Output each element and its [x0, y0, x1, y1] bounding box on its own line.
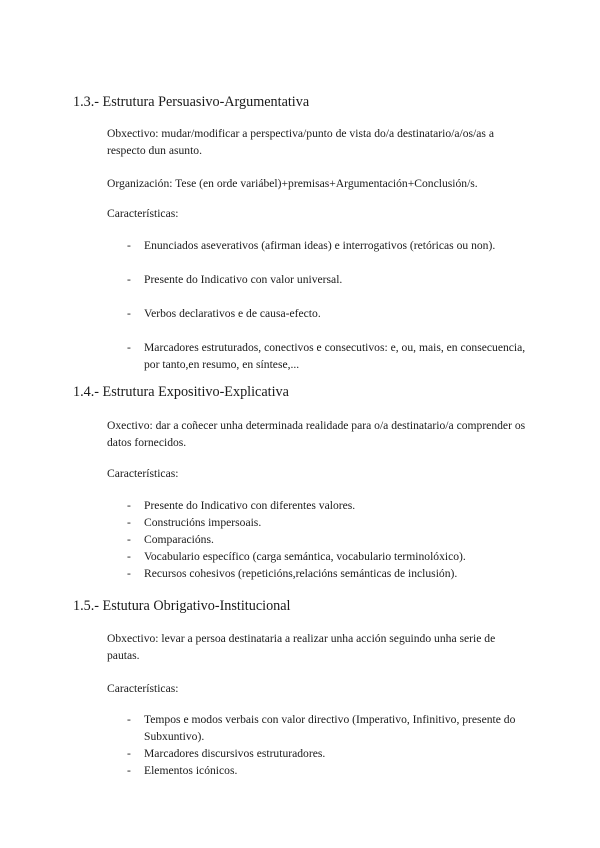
list-item — [107, 711, 527, 745]
list-item — [107, 762, 527, 779]
list-item-text: Verbos declarativos e de causa-efecto. — [144, 307, 321, 320]
list-item — [107, 305, 527, 322]
bullet-dash: - — [127, 567, 131, 580]
section-1-3-heading: 1.3.- Estrutura Persuasivo-Argumentativa — [73, 94, 310, 110]
list-item-text: Enunciados aseverativos (afirman ideas) e interrogativos (retóricas ou non). — [144, 239, 496, 252]
bullet-dash: - — [127, 764, 131, 777]
list-item-text: Marcadores discursivos estruturadores. — [144, 747, 326, 760]
list-item-text: Elementos icónicos. — [144, 764, 238, 777]
bullet-dash: - — [127, 747, 131, 760]
bullet-dash: - — [127, 516, 131, 529]
list-item-text: Recursos cohesivos (repeticións,relacións semánticas de inclusión). — [144, 567, 458, 580]
list-item — [107, 531, 527, 548]
section-1-4-obxectivo: Oxectivo: dar a coñecer unha determinada realidade para o/a destinatario/a comprender os datos fornecidos. — [107, 419, 526, 449]
section-1-4-caracteristicas-label: Características: — [107, 467, 179, 480]
list-item — [107, 237, 527, 254]
list-item-text: Vocabulario específico (carga semántica, vocabulario terminolóxico). — [144, 550, 466, 563]
list-item-text: Presente do Indicativo con valor universal. — [144, 273, 343, 286]
bullet-dash: - — [127, 341, 131, 354]
list-item-text: Comparacións. — [144, 533, 214, 546]
bullet-dash: - — [127, 713, 131, 726]
section-1-5-list — [107, 711, 527, 779]
list-item — [107, 271, 527, 288]
section-1-3-list — [107, 237, 527, 373]
bullet-dash: - — [127, 550, 131, 563]
bullet-dash: - — [127, 533, 131, 546]
section-1-3-obxectivo: Obxectivo: mudar/modificar a perspectiva/punto de vista do/a destinatario/a/os/as a respecto dun asunto. — [107, 127, 494, 157]
list-item — [107, 745, 527, 762]
list-item-text: Construcións impersoais. — [144, 516, 262, 529]
bullet-dash: - — [127, 499, 131, 512]
section-1-5-caracteristicas-label: Características: — [107, 682, 179, 695]
bullet-dash: - — [127, 273, 131, 286]
list-item — [107, 548, 527, 565]
list-item — [107, 565, 527, 582]
section-1-5-obxectivo: Obxectivo: levar a persoa destinataria a realizar unha acción seguindo unha serie de pautas. — [107, 632, 496, 662]
section-1-4-list — [107, 497, 527, 582]
bullet-dash: - — [127, 239, 131, 252]
section-1-4-heading: 1.4.- Estrutura Expositivo-Explicativa — [73, 384, 289, 400]
section-1-5-heading: 1.5.- Estutura Obrigativo-Institucional — [73, 598, 291, 614]
section-1-3-organizacion: Organización: Tese (en orde variábel)+premisas+Argumentación+Conclusión/s. — [107, 177, 478, 190]
bullet-dash: - — [127, 307, 131, 320]
list-item — [107, 339, 527, 373]
section-1-3-caracteristicas-label: Características: — [107, 207, 179, 220]
list-item-text: Presente do Indicativo con diferentes valores. — [144, 499, 356, 512]
list-item — [107, 514, 527, 531]
list-item — [107, 497, 527, 514]
list-item-text: Tempos e modos verbais con valor directivo (Imperativo, Infinitivo, presente do Subxuntivo). — [144, 713, 516, 743]
list-item-text: Marcadores estruturados, conectivos e consecutivos: e, ou, mais, en consecuencia, por tanto,en resumo, en síntese,... — [144, 341, 526, 371]
